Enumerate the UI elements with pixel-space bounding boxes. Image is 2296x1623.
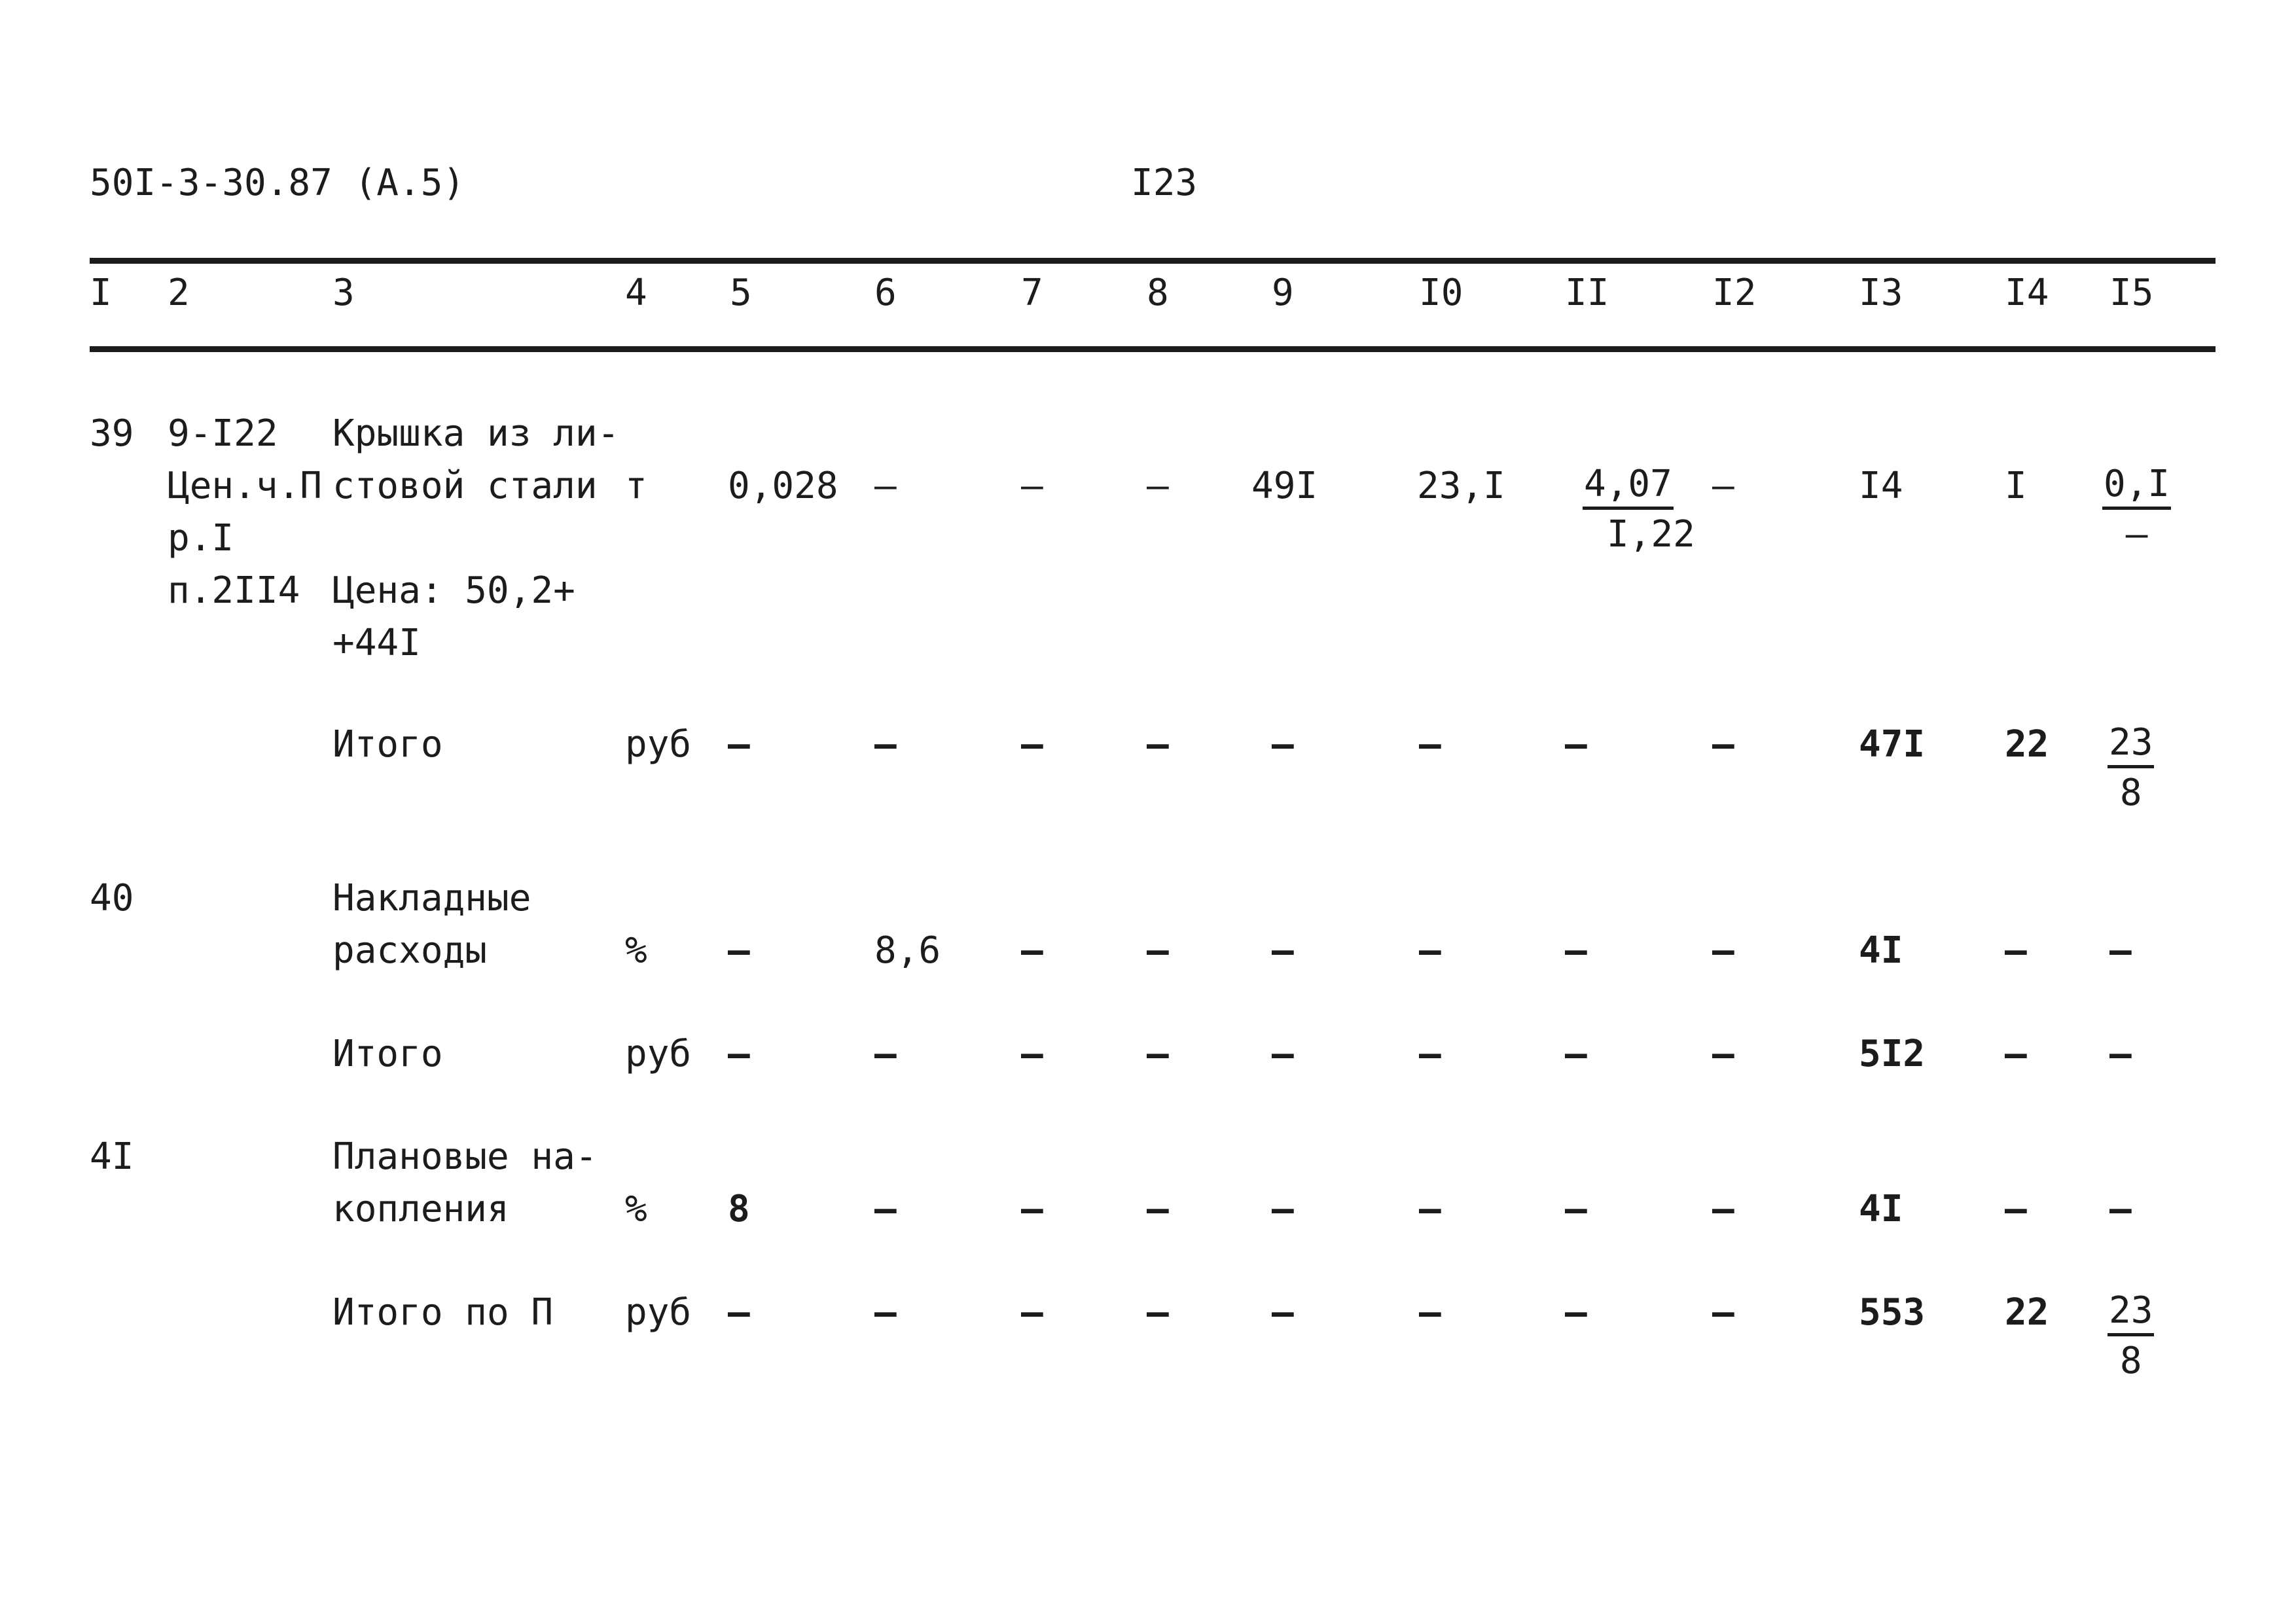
col6-value: – <box>874 465 897 507</box>
table-top-rule <box>90 258 2215 264</box>
col13-value: I4 <box>1859 465 1903 507</box>
fraction-denominator: 8 <box>2119 1340 2142 1382</box>
norm-reference: р.I <box>168 517 234 560</box>
fraction-numerator: 23 <box>2108 1293 2154 1336</box>
norm-reference: Цен.ч.П <box>168 465 323 507</box>
item-name: стовой стали <box>332 465 598 507</box>
col12-value: – <box>1712 929 1734 972</box>
col12-value: – <box>1712 1188 1734 1230</box>
col6-value: 8,6 <box>874 929 941 972</box>
row-number: 40 <box>90 877 134 919</box>
col-header-8: 8 <box>1147 272 1169 314</box>
col7-value: – <box>1021 723 1043 766</box>
col12-value: – <box>1712 465 1734 507</box>
col8-value: – <box>1147 929 1169 972</box>
col-header-13: I3 <box>1859 272 1903 314</box>
col-header-2: 2 <box>168 272 190 314</box>
col9-value: 49I <box>1251 465 1318 507</box>
col9-value: – <box>1272 723 1294 766</box>
col14-value: – <box>2005 1033 2027 1075</box>
col10-value: – <box>1419 1033 1441 1075</box>
col5-value: – <box>728 929 750 972</box>
col7-value: – <box>1021 465 1043 507</box>
unit: т <box>625 465 647 507</box>
col12-value: – <box>1712 1291 1734 1334</box>
col7-value: – <box>1021 1291 1043 1334</box>
price-note: Цена: 50,2+ <box>332 569 575 612</box>
col13-value: 5I2 <box>1859 1033 1926 1075</box>
col6-value: – <box>874 723 897 766</box>
col9-value: – <box>1272 1291 1294 1334</box>
col7-value: – <box>1021 929 1043 972</box>
fraction-numerator: 0,I <box>2102 466 2171 510</box>
col13-value: 47I <box>1859 723 1926 766</box>
col7-value: – <box>1021 1033 1043 1075</box>
col-header-9: 9 <box>1272 272 1294 314</box>
norm-reference: 9-I22 <box>168 412 278 455</box>
col9-value: – <box>1272 1188 1294 1230</box>
row-number: 39 <box>90 412 134 455</box>
col11-fraction <box>1561 463 1695 556</box>
col11-value: – <box>1565 723 1587 766</box>
fraction-denominator: I,22 <box>1607 513 1695 556</box>
item-name: копления <box>332 1188 509 1230</box>
fraction-numerator: 23 <box>2108 724 2154 768</box>
col8-value: – <box>1147 465 1169 507</box>
col14-value: 22 <box>2005 1291 2049 1334</box>
col15-fraction <box>2108 1289 2154 1382</box>
document-code: 50I-3-30.87 (A.5) <box>90 162 465 204</box>
col5-value: 8 <box>728 1188 750 1230</box>
total-label: Итого по П <box>332 1291 554 1334</box>
col-header-1: I <box>90 272 112 314</box>
col15-value: – <box>2109 929 2132 972</box>
unit: руб <box>625 723 692 766</box>
item-name: Накладные <box>332 877 531 919</box>
col15-value: – <box>2109 1033 2132 1075</box>
col10-value: – <box>1419 929 1441 972</box>
col5-value: – <box>728 1291 750 1334</box>
col11-value: – <box>1565 929 1587 972</box>
col13-value: 553 <box>1859 1291 1926 1334</box>
col-header-3: 3 <box>332 272 355 314</box>
unit: руб <box>625 1033 692 1075</box>
col10-value: – <box>1419 1188 1441 1230</box>
row-number: 4I <box>90 1135 134 1178</box>
total-label: Итого <box>332 723 443 766</box>
col11-value: – <box>1565 1291 1587 1334</box>
col8-value: – <box>1147 1188 1169 1230</box>
table-header-rule <box>90 346 2215 352</box>
col-header-11: II <box>1565 272 1609 314</box>
item-name: Плановые на- <box>332 1135 598 1178</box>
unit: % <box>625 1188 647 1230</box>
col9-value: – <box>1272 929 1294 972</box>
fraction-numerator: 4,07 <box>1583 466 1674 510</box>
col10-value: 23,I <box>1417 465 1505 507</box>
col13-value: 4I <box>1859 929 1903 972</box>
col-header-6: 6 <box>874 272 897 314</box>
col8-value: – <box>1147 723 1169 766</box>
unit: руб <box>625 1291 692 1334</box>
total-label: Итого <box>332 1033 443 1075</box>
item-name: Крышка из ли- <box>332 412 620 455</box>
col-header-10: I0 <box>1419 272 1463 314</box>
col14-value: – <box>2005 1188 2027 1230</box>
col-header-5: 5 <box>730 272 752 314</box>
col15-fraction <box>2108 721 2154 814</box>
col-header-4: 4 <box>625 272 647 314</box>
col14-value: 22 <box>2005 723 2049 766</box>
col11-value: – <box>1565 1188 1587 1230</box>
col-header-7: 7 <box>1021 272 1043 314</box>
col12-value: – <box>1712 1033 1734 1075</box>
col-header-12: I2 <box>1712 272 1757 314</box>
item-name: расходы <box>332 929 488 972</box>
unit: % <box>625 929 647 972</box>
norm-reference: п.2II4 <box>168 569 300 612</box>
col10-value: – <box>1419 1291 1441 1334</box>
col10-value: – <box>1419 723 1441 766</box>
col13-value: 4I <box>1859 1188 1903 1230</box>
fraction-denominator: – <box>2125 513 2148 556</box>
col15-value: – <box>2109 1188 2132 1230</box>
col7-value: – <box>1021 1188 1043 1230</box>
col5-value: – <box>728 723 750 766</box>
col8-value: – <box>1147 1291 1169 1334</box>
col6-value: – <box>874 1188 897 1230</box>
col-header-15: I5 <box>2109 272 2154 314</box>
col12-value: – <box>1712 723 1734 766</box>
col6-value: – <box>874 1033 897 1075</box>
col11-value: – <box>1565 1033 1587 1075</box>
col5-value: 0,028 <box>728 465 838 507</box>
col-header-14: I4 <box>2005 272 2049 314</box>
page-number: I23 <box>1131 162 1198 204</box>
col15-fraction <box>2102 463 2171 556</box>
price-note: +44I <box>332 622 421 664</box>
col14-value: I <box>2005 465 2027 507</box>
col6-value: – <box>874 1291 897 1334</box>
col5-value: – <box>728 1033 750 1075</box>
col14-value: – <box>2005 929 2027 972</box>
col8-value: – <box>1147 1033 1169 1075</box>
col9-value: – <box>1272 1033 1294 1075</box>
fraction-denominator: 8 <box>2119 772 2142 814</box>
